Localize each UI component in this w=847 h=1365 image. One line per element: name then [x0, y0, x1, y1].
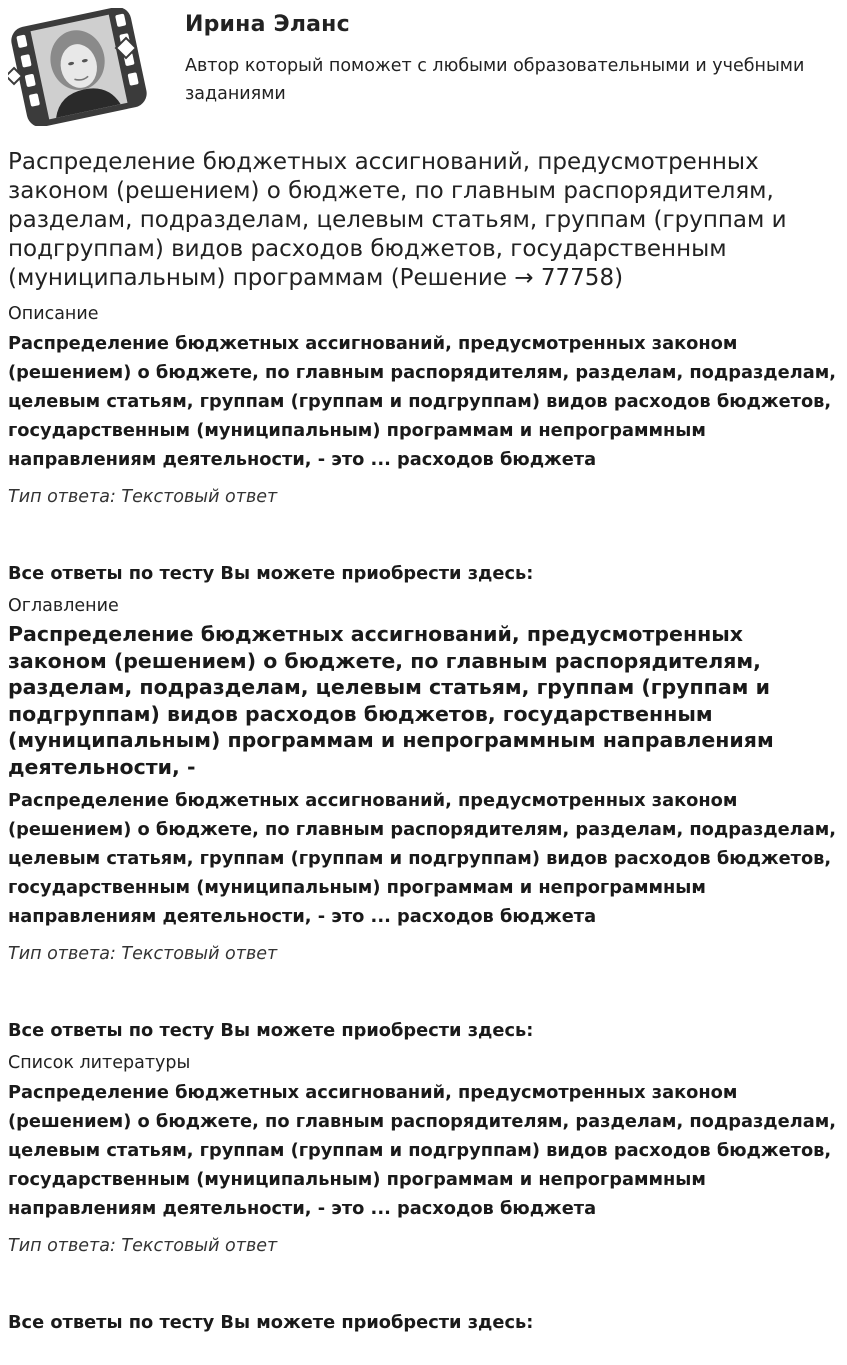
author-description: Автор который поможет с любыми образовательными и учебными заданиями [185, 56, 805, 104]
buy-link-text[interactable]: Все ответы по тесту Вы можете приобрести здесь: [8, 1312, 534, 1333]
section-literature [8, 1052, 838, 1334]
section-label-description: Описание [8, 304, 99, 324]
question-text: Распределение бюджетных ассигнований, предусмотренных законом (решением) о бюджете, по главным распорядителям, разделам, подразделам, целевым статьям, группам (группам и подгруппам) видов расходов бюджетов, государственным (муниципальным) программам и непрограммным направлениям деятельности, - это ... расходов бюджета [8, 1082, 837, 1219]
answer-type: Тип ответа: Текстовый ответ [8, 944, 278, 964]
buy-link-text[interactable]: Все ответы по тесту Вы можете приобрести здесь: [8, 563, 534, 584]
author-card [8, 8, 838, 128]
answer-type: Тип ответа: Текстовый ответ [8, 1236, 278, 1256]
answer-type: Тип ответа: Текстовый ответ [8, 487, 278, 507]
section-label-literature: Список литературы [8, 1053, 191, 1073]
question-text: Распределение бюджетных ассигнований, предусмотренных законом (решением) о бюджете, по главным распорядителям, разделам, подразделам, целевым статьям, группам (группам и подгруппам) видов расходов бюджетов, государственным (муниципальным) программам и непрограммным направлениям деятельности, - это ... расходов бюджета [8, 333, 837, 470]
author-name[interactable]: Ирина Эланс [185, 12, 350, 37]
toc-heading: Распределение бюджетных ассигнований, предусмотренных законом (решением) о бюджете, по главным распорядителям, разделам, подразделам, целевым статьям, группам (группам и подгруппам) видов расходов бюджетов, государственным (муниципальным) программам и непрограммным направлениям деятельности, - [8, 622, 774, 779]
question-text: Распределение бюджетных ассигнований, предусмотренных законом (решением) о бюджете, по главным распорядителям, разделам, подразделам, целевым статьям, группам (группам и подгруппам) видов расходов бюджетов, государственным (муниципальным) программам и непрограммным направлениям деятельности, - это ... расходов бюджета [8, 790, 837, 927]
section-toc [8, 595, 838, 1042]
section-description [8, 303, 838, 585]
buy-link-text[interactable]: Все ответы по тесту Вы можете приобрести здесь: [8, 1020, 534, 1041]
page-title: Распределение бюджетных ассигнований, предусмотренных законом (решением) о бюджете, по главным распорядителям, разделам, подразделам, целевым статьям, группам (группам и подгруппам) видов расходов бюджетов, государственным (муниципальным) программам (Решение → 77758) [8, 149, 787, 291]
author-avatar[interactable] [8, 8, 150, 126]
section-label-toc: Оглавление [8, 596, 119, 616]
main-content [8, 148, 838, 1334]
